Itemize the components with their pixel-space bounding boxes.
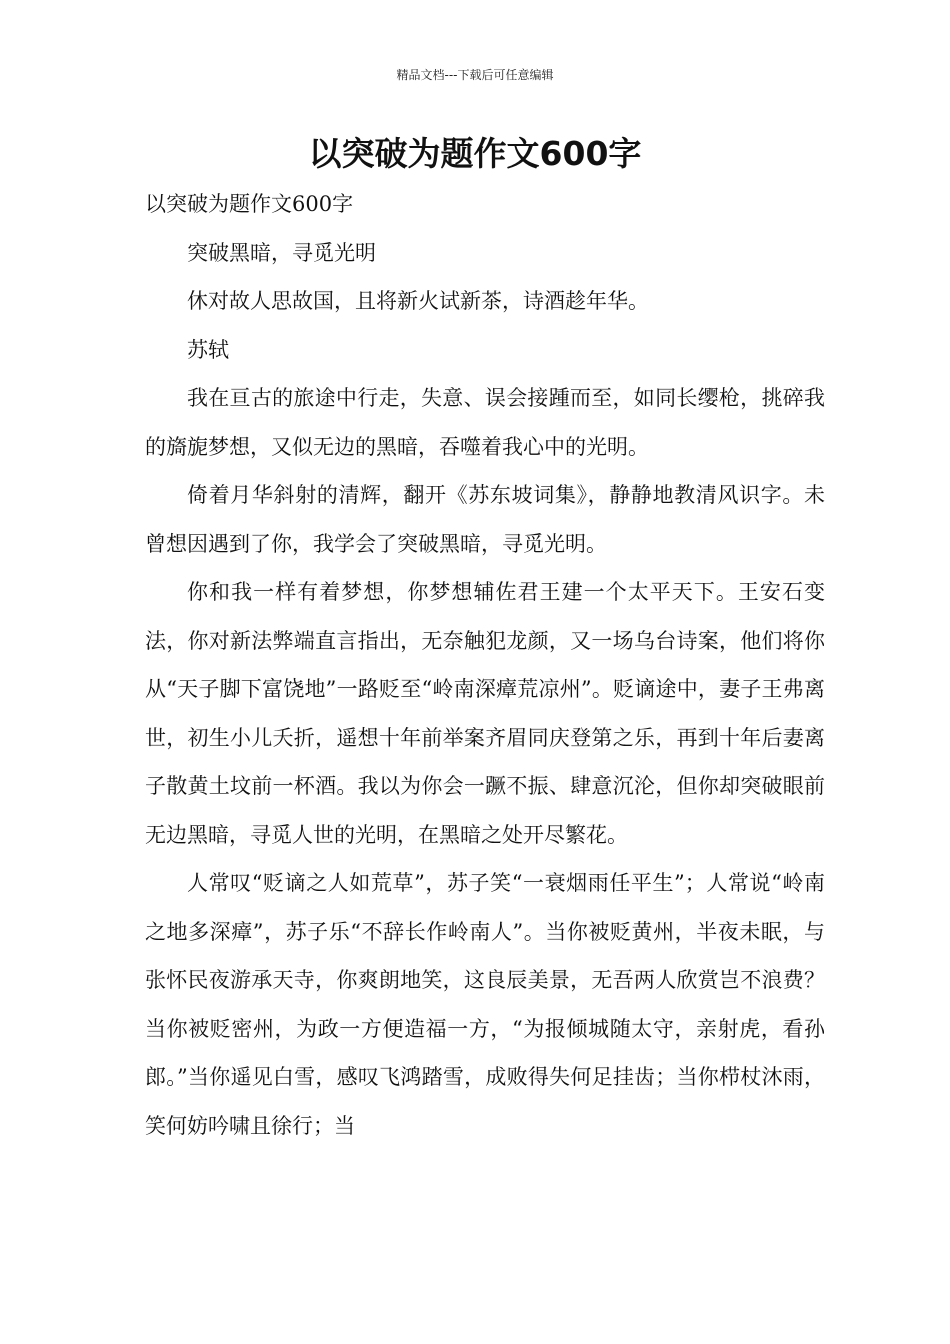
paragraph-body: 我在亘古的旅途中行走，失意、误会接踵而至，如同长缨枪，挑碎我的旖旎梦想，又似无边的黑暗，吞噬着我心中的光明。 <box>145 386 825 459</box>
paragraph-quote-author: 苏轼 <box>187 337 229 362</box>
header-note: 精品文档---下载后可任意编辑 <box>396 68 554 82</box>
document-body <box>145 180 825 1150</box>
paragraph-quote: 休对故人思故国，且将新火试新茶，诗酒趁年华。 <box>187 289 649 313</box>
paragraph-body: 你和我一样有着梦想，你梦想辅佐君王建一个太平天下。王安石变法，你对新法弊端直言指出，无奈触犯龙颜，又一场乌台诗案，他们将你从“天子脚下富饶地”一路贬至“岭南深瘴荒凉州”。贬谪途中，妻子王弗离世，初生小儿夭折，遥想十年前举案齐眉同庆登第之乐，再到十年后妻离子散黄土坟前一杯酒。我以为你会一蹶不振、肆意沉沦，但你却突破眼前无边黑暗，寻觅人世的光明，在黑暗之处开尽繁花。 <box>145 580 825 847</box>
paragraph-body: 倚着月华斜射的清辉，翻开《苏东坡词集》，静静地教清风识字。未曾想因遇到了你，我学会了突破黑暗，寻觅光明。 <box>145 483 825 556</box>
paragraph-heading: 突破黑暗，寻觅光明 <box>187 240 376 265</box>
paragraph-body: 人常叹“贬谪之人如荒草”，苏子笑“一衰烟雨任平生”；人常说“岭南之地多深瘴”，苏子乐“不辞长作岭南人”。当你被贬黄州，半夜未眠，与张怀民夜游承天寺，你爽朗地笑，这良辰美景，无吾两人欣赏岂不浪费？当你被贬密州，为政一方便造福一方，“为报倾城随太守，亲射虎，看孙郎。”当你遥见白雪，感叹飞鸿踏雪，成败得失何足挂齿；当你栉杖沐雨，笑何妨吟啸且徐行；当 <box>145 871 825 1138</box>
document-title: 以突破为题作文600字 <box>308 134 642 173</box>
paragraph-subtitle: 以突破为题作文600字 <box>145 192 354 216</box>
